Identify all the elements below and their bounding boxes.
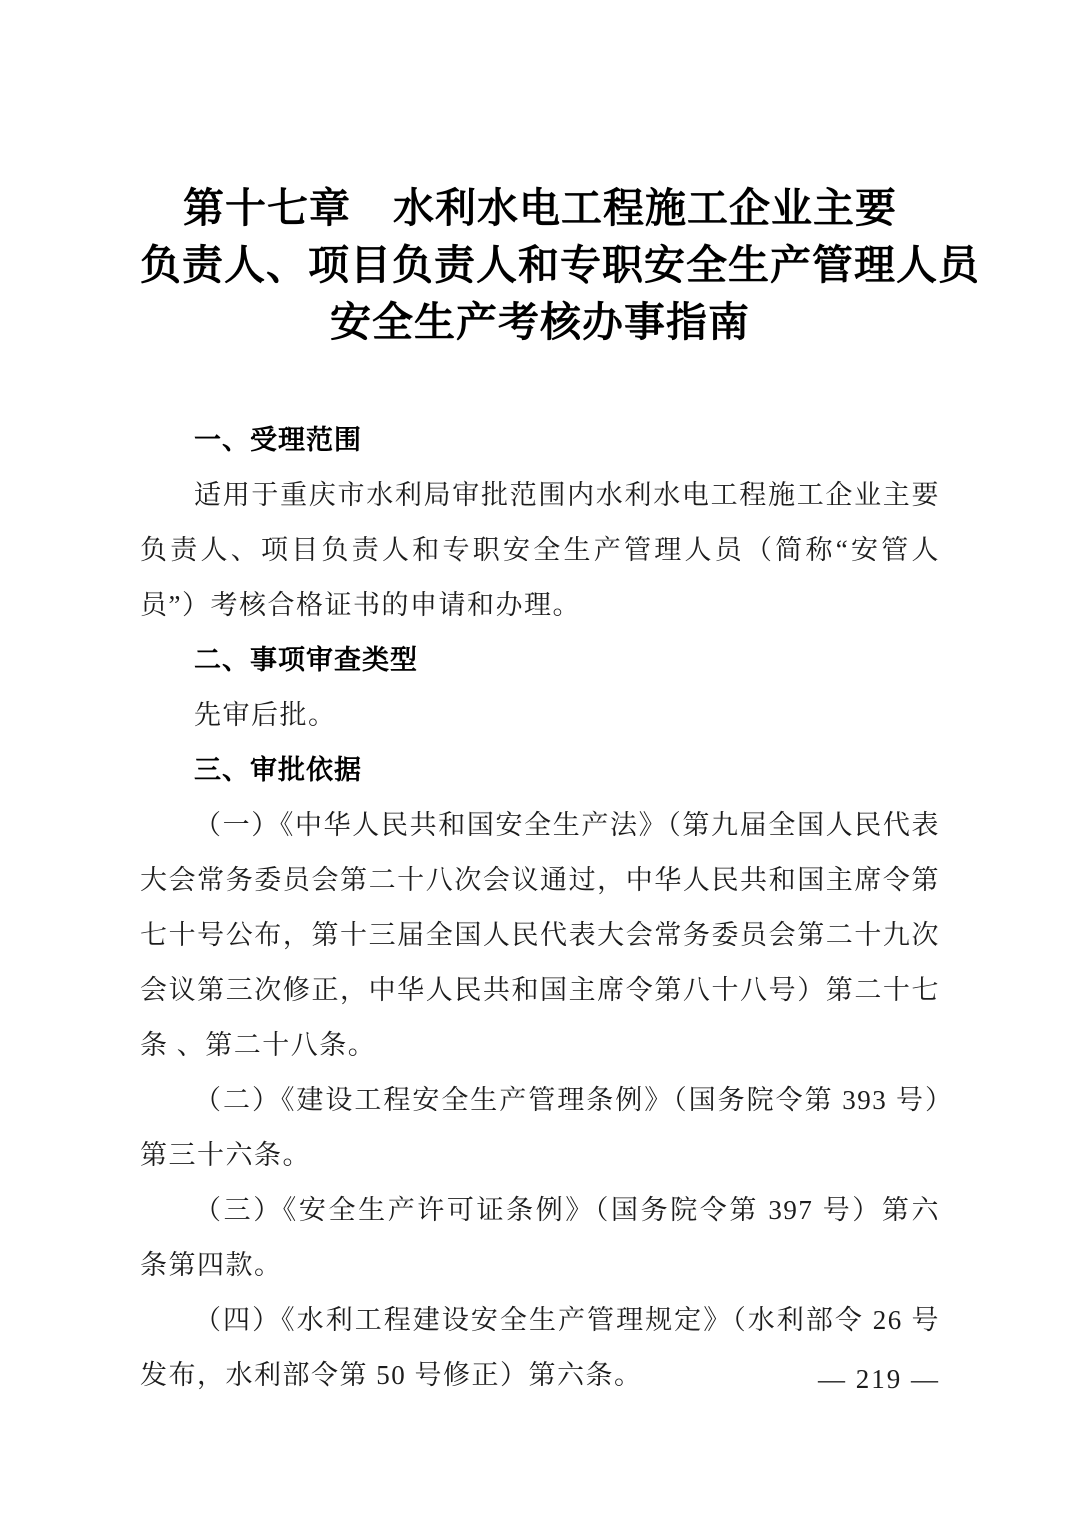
chapter-title-line-1: 第十七章 水利水电工程施工企业主要 xyxy=(183,184,897,232)
paragraph-basis-item-4: （四）《水利工程建设安全生产管理规定》（水利部令 26 号发布，水利部令第 50 号修正）第六条。 xyxy=(140,1305,940,1390)
chapter-title-line-2: 负责人、项目负责人和专职安全生产管理人员 xyxy=(140,241,980,289)
chapter-title xyxy=(140,180,980,351)
section-heading-review-type: 二、事项审查类型 xyxy=(194,645,418,676)
paragraph-review-type: 先审后批。 xyxy=(194,700,337,730)
section-heading-acceptance-scope: 一、受理范围 xyxy=(194,425,362,456)
paragraph-acceptance-scope: 适用于重庆市水利局审批范围内水利水电工程施工企业主要负责人、项目负责人和专职安全生产管理人员（简称“安管人员”）考核合格证书的申请和办理。 xyxy=(140,480,940,620)
chapter-title-line-3: 安全生产考核办事指南 xyxy=(330,298,750,346)
page-number: — 219 — xyxy=(818,1364,940,1394)
paragraph-basis-item-2: （二）《建设工程安全生产管理条例》（国务院令第 393 号）第三十六条。 xyxy=(140,1085,940,1170)
paragraph-basis-item-3: （三）《安全生产许可证条例》（国务院令第 397 号）第六条第四款。 xyxy=(140,1195,940,1280)
paragraph-basis-item-1: （一）《中华人民共和国安全生产法》（第九届全国人民代表大会常务委员会第二十八次会议通过，中华人民共和国主席令第七十号公布，第十三届全国人民代表大会常务委员会第二十九次会议第三次修正，中华人民共和国主席令第八十八号）第二十七条 、第二十八条。 xyxy=(140,810,940,1060)
document-body xyxy=(140,413,940,1403)
section-heading-approval-basis: 三、审批依据 xyxy=(194,755,362,786)
